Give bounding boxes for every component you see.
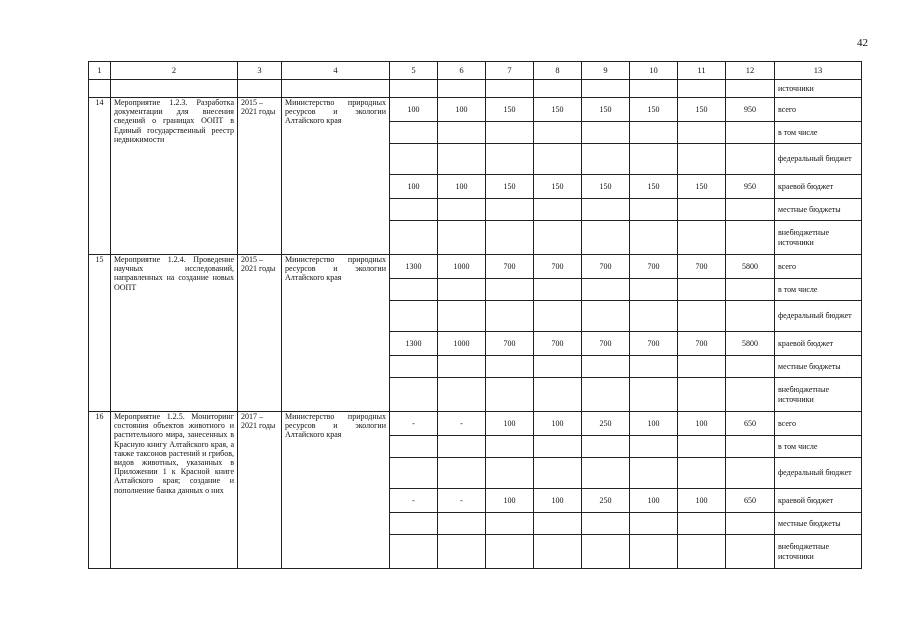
year-value-cell (678, 378, 726, 412)
year-value-cell (678, 279, 726, 301)
year-value-cell (582, 279, 630, 301)
year-value-cell (486, 122, 534, 144)
year-value-cell: 700 (678, 255, 726, 279)
year-value-cell (582, 436, 630, 458)
year-value-cell (390, 144, 438, 175)
header-cell: 8 (534, 62, 582, 80)
year-value-cell: 100 (678, 489, 726, 513)
year-value-cell: 100 (486, 412, 534, 436)
activity-name: Мероприятие 1.2.3. Разработка документации для внесения сведений о границах ООПТ в Единый государственный реестр недвижимости (111, 98, 238, 255)
year-value-cell (438, 513, 486, 535)
table-row (89, 412, 862, 436)
year-value-cell: - (438, 412, 486, 436)
year-value-cell (630, 122, 678, 144)
source-cell: местные бюджеты (775, 199, 862, 221)
year-value-cell (534, 279, 582, 301)
row-index: 14 (89, 98, 111, 255)
year-value-cell (534, 122, 582, 144)
table-row (89, 255, 862, 279)
year-value-cell (582, 458, 630, 489)
year-value-cell: - (390, 489, 438, 513)
year-value-cell (582, 144, 630, 175)
year-value-cell (438, 356, 486, 378)
year-value-cell (390, 535, 438, 569)
total-value-cell (726, 458, 775, 489)
year-value-cell (486, 301, 534, 332)
year-value-cell (390, 301, 438, 332)
total-value-cell: 650 (726, 412, 775, 436)
year-value-cell (486, 436, 534, 458)
year-value-cell (486, 378, 534, 412)
year-value-cell: 100 (630, 412, 678, 436)
source-cell: источники (775, 80, 862, 98)
source-cell: в том числе (775, 122, 862, 144)
year-value-cell (438, 378, 486, 412)
year-value-cell (390, 356, 438, 378)
year-value-cell (534, 221, 582, 255)
header-cell: 10 (630, 62, 678, 80)
year-value-cell: 100 (390, 98, 438, 122)
source-cell: в том числе (775, 279, 862, 301)
header-cell: 13 (775, 62, 862, 80)
year-value-cell (486, 535, 534, 569)
source-cell: краевой бюджет (775, 489, 862, 513)
activity-years: 2015 – 2021 годы (238, 255, 282, 412)
year-value-cell: 100 (438, 98, 486, 122)
year-value-cell: 700 (534, 332, 582, 356)
header-cell: 2 (111, 62, 238, 80)
year-value-cell: 1300 (390, 255, 438, 279)
year-value-cell: 150 (486, 98, 534, 122)
year-value-cell (390, 458, 438, 489)
source-cell: местные бюджеты (775, 513, 862, 535)
year-value-cell (630, 199, 678, 221)
year-value-cell (630, 513, 678, 535)
year-value-cell: 100 (630, 489, 678, 513)
header-cell: 7 (486, 62, 534, 80)
table-row (89, 98, 862, 122)
year-value-cell (534, 356, 582, 378)
year-value-cell (438, 122, 486, 144)
year-value-cell (438, 301, 486, 332)
total-value-cell (726, 356, 775, 378)
source-cell: краевой бюджет (775, 175, 862, 199)
year-value-cell (630, 436, 678, 458)
year-value-cell: 100 (438, 175, 486, 199)
continuation-row (89, 80, 862, 98)
row-index: 15 (89, 255, 111, 412)
total-value-cell (726, 513, 775, 535)
year-value-cell (582, 513, 630, 535)
year-value-cell (582, 301, 630, 332)
year-value-cell: 150 (582, 175, 630, 199)
year-value-cell: 150 (678, 175, 726, 199)
year-value-cell: - (438, 489, 486, 513)
year-value-cell: 1300 (390, 332, 438, 356)
year-value-cell (486, 513, 534, 535)
year-value-cell (678, 122, 726, 144)
activity-executor: Министерство природных ресурсов и экологии Алтайского края (282, 255, 390, 412)
year-value-cell: 250 (582, 412, 630, 436)
year-value-cell (534, 378, 582, 412)
header-cell: 9 (582, 62, 630, 80)
year-value-cell: 700 (534, 255, 582, 279)
source-cell: всего (775, 412, 862, 436)
year-value-cell (438, 221, 486, 255)
year-value-cell (486, 221, 534, 255)
year-value-cell: 150 (582, 98, 630, 122)
source-cell: всего (775, 98, 862, 122)
year-value-cell: 150 (534, 98, 582, 122)
year-value-cell (390, 221, 438, 255)
year-value-cell: 700 (630, 255, 678, 279)
year-value-cell (438, 144, 486, 175)
year-value-cell: 150 (630, 175, 678, 199)
header-cell: 6 (438, 62, 486, 80)
total-value-cell (726, 279, 775, 301)
year-value-cell (534, 301, 582, 332)
year-value-cell (630, 301, 678, 332)
year-value-cell (630, 378, 678, 412)
year-value-cell (678, 144, 726, 175)
year-value-cell: 700 (486, 255, 534, 279)
year-value-cell (630, 221, 678, 255)
year-value-cell (534, 458, 582, 489)
year-value-cell: 100 (390, 175, 438, 199)
year-value-cell: 100 (678, 412, 726, 436)
year-value-cell (678, 458, 726, 489)
year-value-cell (486, 356, 534, 378)
year-value-cell (630, 356, 678, 378)
activity-name: Мероприятие 1.2.4. Проведение научных исследований, направленных на создание новых ООПТ (111, 255, 238, 412)
total-value-cell (726, 378, 775, 412)
year-value-cell (390, 378, 438, 412)
total-value-cell (726, 199, 775, 221)
header-cell: 12 (726, 62, 775, 80)
year-value-cell (438, 199, 486, 221)
year-value-cell (486, 279, 534, 301)
total-value-cell: 950 (726, 175, 775, 199)
total-value-cell: 650 (726, 489, 775, 513)
budget-table (88, 61, 862, 569)
year-value-cell: 100 (534, 412, 582, 436)
year-value-cell: 700 (582, 255, 630, 279)
year-value-cell (438, 279, 486, 301)
year-value-cell (582, 356, 630, 378)
year-value-cell (534, 199, 582, 221)
total-value-cell: 5800 (726, 255, 775, 279)
year-value-cell: 100 (534, 489, 582, 513)
year-value-cell (534, 535, 582, 569)
year-value-cell (582, 535, 630, 569)
year-value-cell (678, 221, 726, 255)
year-value-cell (486, 144, 534, 175)
total-value-cell: 5800 (726, 332, 775, 356)
total-value-cell (726, 122, 775, 144)
year-value-cell: 700 (630, 332, 678, 356)
year-value-cell (486, 199, 534, 221)
source-cell: федеральный бюджет (775, 144, 862, 175)
activity-executor: Министерство природных ресурсов и экологии Алтайского края (282, 98, 390, 255)
year-value-cell: 150 (486, 175, 534, 199)
header-cell: 4 (282, 62, 390, 80)
activity-years: 2017 – 2021 годы (238, 412, 282, 569)
year-value-cell: 1000 (438, 332, 486, 356)
source-cell: внебюджетные источники (775, 378, 862, 412)
year-value-cell (534, 144, 582, 175)
total-value-cell (726, 535, 775, 569)
year-value-cell (390, 436, 438, 458)
total-value-cell (726, 144, 775, 175)
year-value-cell (390, 199, 438, 221)
year-value-cell (534, 513, 582, 535)
year-value-cell (582, 199, 630, 221)
year-value-cell (390, 513, 438, 535)
year-value-cell (438, 535, 486, 569)
activity-years: 2015 – 2021 годы (238, 98, 282, 255)
year-value-cell (534, 436, 582, 458)
year-value-cell (678, 356, 726, 378)
year-value-cell (582, 221, 630, 255)
year-value-cell: 700 (678, 332, 726, 356)
header-cell: 5 (390, 62, 438, 80)
year-value-cell (582, 122, 630, 144)
total-value-cell (726, 301, 775, 332)
total-value-cell: 950 (726, 98, 775, 122)
year-value-cell: 150 (534, 175, 582, 199)
source-cell: краевой бюджет (775, 332, 862, 356)
year-value-cell: 250 (582, 489, 630, 513)
header-cell: 3 (238, 62, 282, 80)
source-cell: всего (775, 255, 862, 279)
year-value-cell (678, 513, 726, 535)
year-value-cell (630, 458, 678, 489)
year-value-cell: 150 (678, 98, 726, 122)
total-value-cell (726, 221, 775, 255)
year-value-cell (630, 535, 678, 569)
year-value-cell (630, 279, 678, 301)
header-cell: 1 (89, 62, 111, 80)
year-value-cell: 700 (582, 332, 630, 356)
year-value-cell (582, 378, 630, 412)
activity-name: Мероприятие 1.2.5. Мониторинг состояния объектов животного и растительного мира, занесенных в Красную книгу Алтайского края, а также таксонов растений и грибов, видов животных, указанных в Приложении 1 к Красной книге Алтайского края; создание и пополнение банка данных о них (111, 412, 238, 569)
activity-executor: Министерство природных ресурсов и экологии Алтайского края (282, 412, 390, 569)
header-cell: 11 (678, 62, 726, 80)
header-row (89, 62, 862, 80)
year-value-cell (438, 458, 486, 489)
year-value-cell: 150 (630, 98, 678, 122)
source-cell: местные бюджеты (775, 356, 862, 378)
year-value-cell (678, 301, 726, 332)
year-value-cell: 100 (486, 489, 534, 513)
year-value-cell: 700 (486, 332, 534, 356)
source-cell: федеральный бюджет (775, 458, 862, 489)
year-value-cell: 1000 (438, 255, 486, 279)
year-value-cell (678, 535, 726, 569)
source-cell: внебюджетные источники (775, 535, 862, 569)
source-cell: внебюджетные источники (775, 221, 862, 255)
row-index: 16 (89, 412, 111, 569)
year-value-cell (630, 144, 678, 175)
year-value-cell (390, 122, 438, 144)
source-cell: федеральный бюджет (775, 301, 862, 332)
year-value-cell (390, 279, 438, 301)
year-value-cell (678, 199, 726, 221)
page-number: 42 (857, 37, 868, 49)
year-value-cell (678, 436, 726, 458)
year-value-cell (486, 458, 534, 489)
source-cell: в том числе (775, 436, 862, 458)
year-value-cell: - (390, 412, 438, 436)
year-value-cell (438, 436, 486, 458)
total-value-cell (726, 436, 775, 458)
